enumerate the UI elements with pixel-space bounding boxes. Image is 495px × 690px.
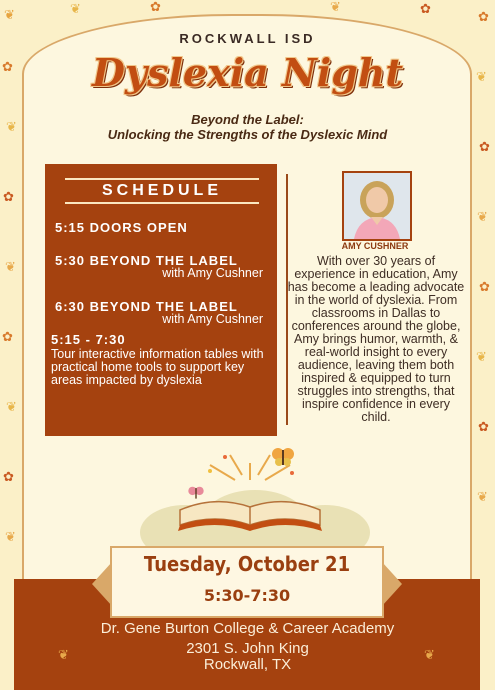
subtitle-line-2: Unlocking the Strengths of the Dyslexic Mind xyxy=(107,127,388,142)
event-venue: Dr. Gene Burton College & Career Academy xyxy=(100,620,395,637)
speaker-bio: With over 30 years of experience in education, Amy has become a leading advocate in the world of dyslexia. From classrooms in Dallas to conferences around the globe, Amy brings humor, warmth, & real-world insight to every audience, leaving them both inspired & equipped to turn struggles into strengths, that inspire confidence in every child. xyxy=(287,254,465,424)
schedule-item-tour-description: Tour interactive information tables with practical home tools to support key areas impacted by dyslexia xyxy=(51,347,264,387)
schedule-item-session-2-speaker: with Amy Cushner xyxy=(162,312,263,326)
open-book-icon xyxy=(150,445,350,545)
organization-name: ROCKWALL ISD xyxy=(179,31,316,46)
event-time: 5:30-7:30 xyxy=(203,586,291,605)
event-subtitle xyxy=(0,112,495,142)
schedule-panel xyxy=(45,164,277,436)
butterfly-icon xyxy=(272,447,294,467)
leaf-icon: ❦ xyxy=(58,647,69,662)
butterfly-icon xyxy=(188,486,204,500)
leaf-icon: ❦ xyxy=(424,647,435,662)
schedule-heading: SCHEDULE xyxy=(65,178,259,204)
event-date: Tuesday, October 21 xyxy=(143,552,351,577)
speaker-portrait-icon xyxy=(344,173,410,239)
speaker-name: AMY CUSHNER xyxy=(341,241,409,251)
event-address-city: Rockwall, TX xyxy=(203,656,292,673)
schedule-item-session-2: 6:30 BEYOND THE LABEL xyxy=(55,299,238,314)
schedule-item-doors: 5:15 DOORS OPEN xyxy=(55,220,188,235)
event-title: Dyslexia Night xyxy=(92,50,403,95)
schedule-item-tour-time: 5:15 - 7:30 xyxy=(51,332,126,347)
subtitle-line-1: Beyond the Label: xyxy=(191,112,304,127)
speaker-photo xyxy=(342,171,412,241)
flyer: ❦ ✿ ❦ ✿ ❦ ✿ ❦ ✿ ❦ ✿ ❦ ✿ ❦ ✿ ❦ ✿ ❦ ❦ ✿ ❦ ✿ ROCKWALL ISD Dyslexia Night Beyond the Label: Unlocking the Strengths of the Dyslexic Mind SCHEDULE 5:15 DOORS OPEN 5:30 BEYOND THE LABEL with Amy Cushner 6:30 BEYOND THE LABEL with Amy Cushner 5:15 - 7:30 Tour interactive information tables with practical home tools to support key areas impacted by dyslexia AMY CUSHNER With over 30 years of experience in education, Amy has become a leading advocate in the world of dyslexia. From classrooms in Dallas to conferences around the globe, Amy brings humor, warmth, & real-world insight to every audience, leaving them both inspired & equipped to turn struggles into strengths, that inspire confidence in every child. Tuesday, October 21 5:30-7:30 Dr. Gene Burton College & Career Academy 2301 S. John King Rockwall, TX ❦ ❦ xyxy=(0,0,495,690)
event-address-street: 2301 S. John King xyxy=(186,640,309,657)
schedule-item-session-1-speaker: with Amy Cushner xyxy=(162,266,263,280)
schedule-item-session-1: 5:30 BEYOND THE LABEL xyxy=(55,253,238,268)
